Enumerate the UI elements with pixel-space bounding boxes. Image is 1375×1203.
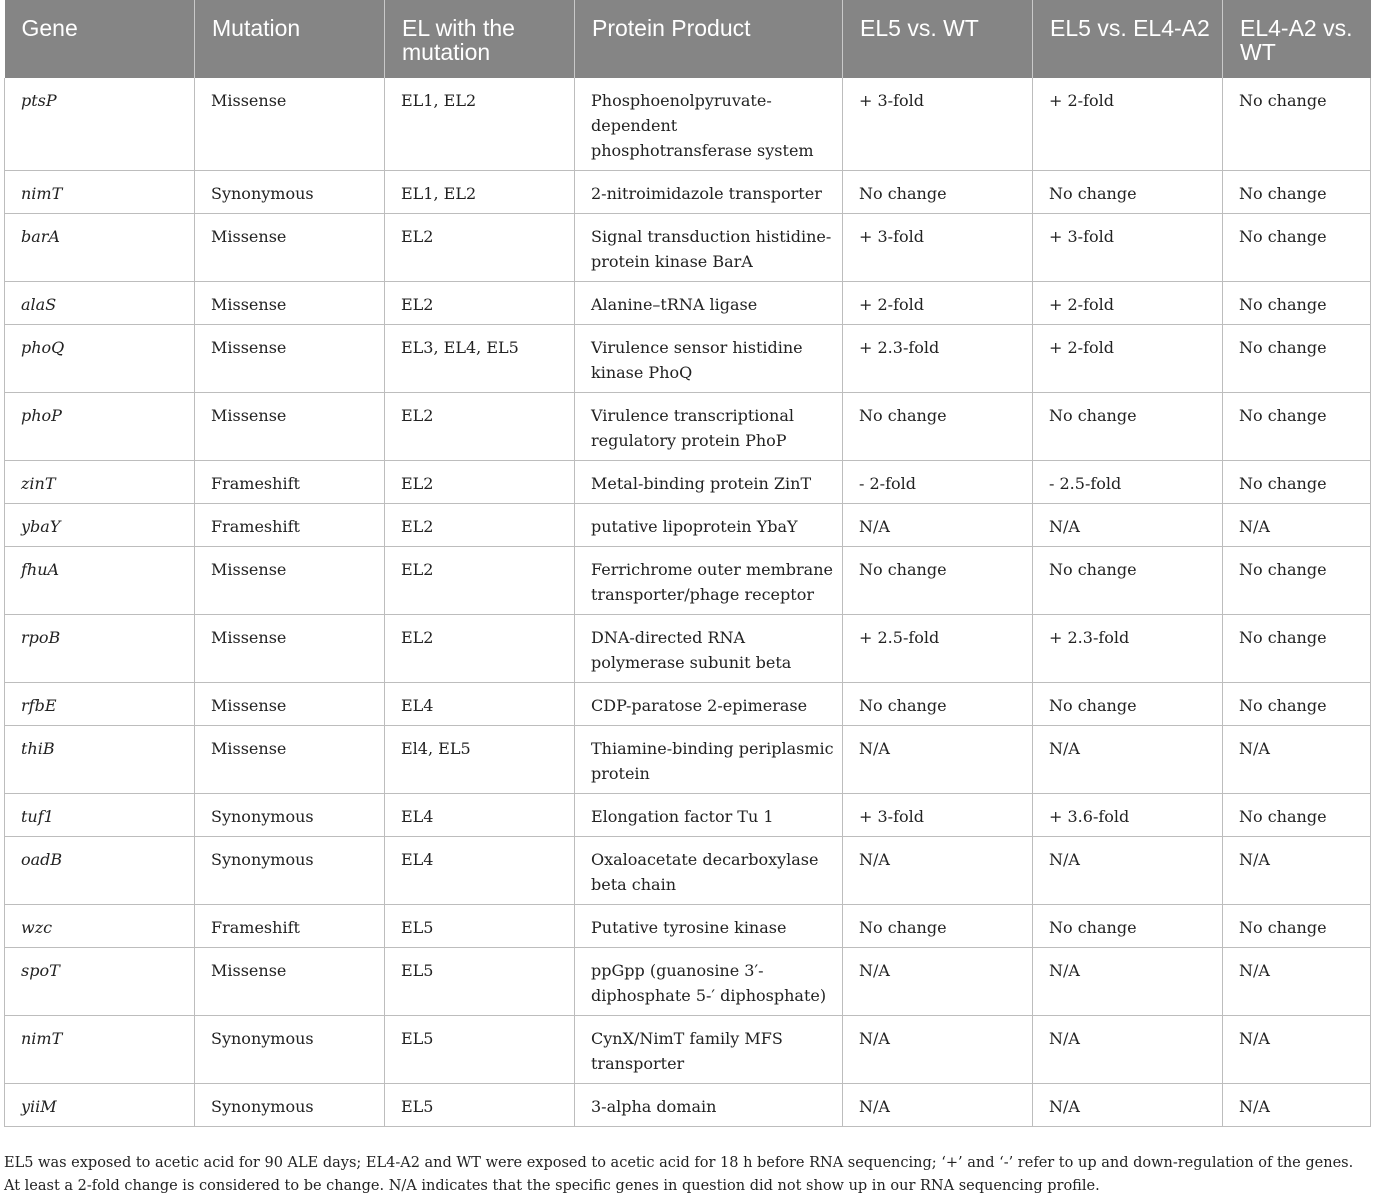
header-gene: Gene <box>5 0 195 78</box>
el-cell: EL1, EL2 <box>385 171 575 214</box>
table-row <box>5 615 1371 683</box>
protein-cell: Metal-binding protein ZinT <box>575 461 843 504</box>
mutation-cell: Missense <box>195 78 385 171</box>
table-row <box>5 214 1371 282</box>
gene-cell: alaS <box>5 282 195 325</box>
el5-vs-el4a2-cell: + 2-fold <box>1033 282 1223 325</box>
el4a2-vs-wt-cell: No change <box>1223 393 1371 461</box>
mutation-cell: Missense <box>195 282 385 325</box>
header-el4a2-vs-wt: EL4-A2 vs. WT <box>1223 0 1371 78</box>
el5-vs-el4a2-cell: No change <box>1033 171 1223 214</box>
el4a2-vs-wt-cell: N/A <box>1223 1016 1371 1084</box>
gene-cell: fhuA <box>5 547 195 615</box>
mutation-cell: Missense <box>195 547 385 615</box>
el5-vs-el4a2-cell: - 2.5-fold <box>1033 461 1223 504</box>
table-row <box>5 1084 1371 1127</box>
el5-vs-wt-cell: N/A <box>843 504 1033 547</box>
gene-cell: phoQ <box>5 325 195 393</box>
protein-cell: Thiamine-binding periplasmic protein <box>575 726 843 794</box>
mutation-cell: Synonymous <box>195 837 385 905</box>
mutation-cell: Frameshift <box>195 905 385 948</box>
el-cell: El4, EL5 <box>385 726 575 794</box>
el5-vs-wt-cell: N/A <box>843 837 1033 905</box>
el4a2-vs-wt-cell: No change <box>1223 905 1371 948</box>
el5-vs-wt-cell: No change <box>843 547 1033 615</box>
table-body <box>5 78 1371 1127</box>
el-cell: EL4 <box>385 837 575 905</box>
table-row <box>5 171 1371 214</box>
el-cell: EL2 <box>385 214 575 282</box>
gene-cell: nimT <box>5 171 195 214</box>
mutation-cell: Missense <box>195 683 385 726</box>
mutation-table <box>4 0 1371 1127</box>
gene-cell: tuf1 <box>5 794 195 837</box>
mutation-cell: Synonymous <box>195 171 385 214</box>
el5-vs-el4a2-cell: + 2-fold <box>1033 325 1223 393</box>
el4a2-vs-wt-cell: N/A <box>1223 948 1371 1016</box>
el5-vs-el4a2-cell: N/A <box>1033 1084 1223 1127</box>
el5-vs-el4a2-cell: + 2-fold <box>1033 78 1223 171</box>
gene-cell: phoP <box>5 393 195 461</box>
table-row <box>5 683 1371 726</box>
table-row <box>5 794 1371 837</box>
protein-cell: Putative tyrosine kinase <box>575 905 843 948</box>
el4a2-vs-wt-cell: No change <box>1223 282 1371 325</box>
protein-cell: Ferrichrome outer membrane transporter/phage receptor <box>575 547 843 615</box>
protein-cell: CynX/NimT family MFS transporter <box>575 1016 843 1084</box>
el5-vs-wt-cell: N/A <box>843 726 1033 794</box>
protein-cell: Signal transduction histidine-protein kinase BarA <box>575 214 843 282</box>
el5-vs-wt-cell: + 3-fold <box>843 794 1033 837</box>
el5-vs-wt-cell: N/A <box>843 1084 1033 1127</box>
el-cell: EL4 <box>385 683 575 726</box>
protein-cell: putative lipoprotein YbaY <box>575 504 843 547</box>
mutation-cell: Missense <box>195 325 385 393</box>
protein-cell: 2-nitroimidazole transporter <box>575 171 843 214</box>
mutation-cell: Missense <box>195 948 385 1016</box>
gene-cell: ybaY <box>5 504 195 547</box>
gene-cell: ptsP <box>5 78 195 171</box>
table-row <box>5 1016 1371 1084</box>
protein-cell: Elongation factor Tu 1 <box>575 794 843 837</box>
el5-vs-wt-cell: N/A <box>843 948 1033 1016</box>
el5-vs-wt-cell: No change <box>843 683 1033 726</box>
el-cell: EL5 <box>385 948 575 1016</box>
el5-vs-el4a2-cell: No change <box>1033 393 1223 461</box>
gene-cell: spoT <box>5 948 195 1016</box>
el5-vs-wt-cell: No change <box>843 905 1033 948</box>
table-row <box>5 948 1371 1016</box>
el4a2-vs-wt-cell: No change <box>1223 78 1371 171</box>
protein-cell: Virulence sensor histidine kinase PhoQ <box>575 325 843 393</box>
protein-cell: ppGpp (guanosine 3′-diphosphate 5-′ diphosphate) <box>575 948 843 1016</box>
table-container <box>4 0 1370 1127</box>
mutation-cell: Frameshift <box>195 461 385 504</box>
el-cell: EL1, EL2 <box>385 78 575 171</box>
el5-vs-el4a2-cell: No change <box>1033 905 1223 948</box>
el5-vs-wt-cell: No change <box>843 171 1033 214</box>
el-cell: EL5 <box>385 1084 575 1127</box>
el5-vs-el4a2-cell: N/A <box>1033 837 1223 905</box>
table-row <box>5 504 1371 547</box>
table-footnote: EL5 was exposed to acetic acid for 90 ALE days; EL4-A2 and WT were exposed to acetic acid for 18 h before RNA sequencing; ‘+’ and ‘-’ refer to up and down-regulation of the genes. At least a 2-fold change is considered to be change. N/A indicates that the specific genes in question did not show up in our RNA sequencing profile. <box>4 1155 1354 1194</box>
table-row <box>5 905 1371 948</box>
el4a2-vs-wt-cell: No change <box>1223 214 1371 282</box>
el4a2-vs-wt-cell: N/A <box>1223 1084 1371 1127</box>
el4a2-vs-wt-cell: N/A <box>1223 504 1371 547</box>
el5-vs-wt-cell: + 3-fold <box>843 78 1033 171</box>
el4a2-vs-wt-cell: No change <box>1223 325 1371 393</box>
el5-vs-wt-cell: + 2.5-fold <box>843 615 1033 683</box>
el5-vs-el4a2-cell: No change <box>1033 547 1223 615</box>
table-row <box>5 726 1371 794</box>
el5-vs-el4a2-cell: N/A <box>1033 948 1223 1016</box>
el4a2-vs-wt-cell: No change <box>1223 547 1371 615</box>
el5-vs-wt-cell: - 2-fold <box>843 461 1033 504</box>
el-cell: EL2 <box>385 282 575 325</box>
gene-cell: zinT <box>5 461 195 504</box>
el4a2-vs-wt-cell: No change <box>1223 794 1371 837</box>
el-cell: EL2 <box>385 547 575 615</box>
header-el5-vs-el4a2: EL5 vs. EL4-A2 <box>1033 0 1223 78</box>
el5-vs-el4a2-cell: + 3-fold <box>1033 214 1223 282</box>
header-row <box>5 0 1371 78</box>
mutation-cell: Missense <box>195 615 385 683</box>
el4a2-vs-wt-cell: No change <box>1223 683 1371 726</box>
protein-cell: Phosphoenolpyruvate-dependent phosphotransferase system <box>575 78 843 171</box>
gene-cell: barA <box>5 214 195 282</box>
el4a2-vs-wt-cell: N/A <box>1223 726 1371 794</box>
protein-cell: CDP-paratose 2-epimerase <box>575 683 843 726</box>
el5-vs-el4a2-cell: N/A <box>1033 1016 1223 1084</box>
table-row <box>5 461 1371 504</box>
gene-cell: yiiM <box>5 1084 195 1127</box>
el-cell: EL3, EL4, EL5 <box>385 325 575 393</box>
gene-cell: thiB <box>5 726 195 794</box>
el5-vs-wt-cell: No change <box>843 393 1033 461</box>
mutation-cell: Missense <box>195 726 385 794</box>
el4a2-vs-wt-cell: N/A <box>1223 837 1371 905</box>
el-cell: EL5 <box>385 905 575 948</box>
protein-cell: 3-alpha domain <box>575 1084 843 1127</box>
el-cell: EL2 <box>385 504 575 547</box>
mutation-cell: Synonymous <box>195 794 385 837</box>
table-row <box>5 325 1371 393</box>
el-cell: EL2 <box>385 393 575 461</box>
el-cell: EL2 <box>385 615 575 683</box>
el5-vs-wt-cell: + 2.3-fold <box>843 325 1033 393</box>
mutation-cell: Synonymous <box>195 1084 385 1127</box>
el-cell: EL4 <box>385 794 575 837</box>
header-protein-product: Protein Product <box>575 0 843 78</box>
mutation-cell: Missense <box>195 214 385 282</box>
mutation-cell: Missense <box>195 393 385 461</box>
header-el5-vs-wt: EL5 vs. WT <box>843 0 1033 78</box>
el5-vs-wt-cell: + 3-fold <box>843 214 1033 282</box>
el5-vs-wt-cell: + 2-fold <box>843 282 1033 325</box>
protein-cell: DNA-directed RNA polymerase subunit beta <box>575 615 843 683</box>
table-row <box>5 282 1371 325</box>
protein-cell: Virulence transcriptional regulatory protein PhoP <box>575 393 843 461</box>
protein-cell: Oxaloacetate decarboxylase beta chain <box>575 837 843 905</box>
gene-cell: rpoB <box>5 615 195 683</box>
el5-vs-el4a2-cell: N/A <box>1033 726 1223 794</box>
el5-vs-el4a2-cell: + 2.3-fold <box>1033 615 1223 683</box>
mutation-cell: Frameshift <box>195 504 385 547</box>
gene-cell: oadB <box>5 837 195 905</box>
gene-cell: rfbE <box>5 683 195 726</box>
header-mutation: Mutation <box>195 0 385 78</box>
el5-vs-el4a2-cell: No change <box>1033 683 1223 726</box>
header-el-with-mutation: EL with the mutation <box>385 0 575 78</box>
el4a2-vs-wt-cell: No change <box>1223 615 1371 683</box>
gene-cell: nimT <box>5 1016 195 1084</box>
mutation-cell: Synonymous <box>195 1016 385 1084</box>
gene-cell: wzc <box>5 905 195 948</box>
el5-vs-el4a2-cell: N/A <box>1033 504 1223 547</box>
table-row <box>5 837 1371 905</box>
el-cell: EL2 <box>385 461 575 504</box>
el5-vs-el4a2-cell: + 3.6-fold <box>1033 794 1223 837</box>
table-row <box>5 78 1371 171</box>
el4a2-vs-wt-cell: No change <box>1223 171 1371 214</box>
el4a2-vs-wt-cell: No change <box>1223 461 1371 504</box>
el-cell: EL5 <box>385 1016 575 1084</box>
el5-vs-wt-cell: N/A <box>843 1016 1033 1084</box>
table-row <box>5 547 1371 615</box>
table-row <box>5 393 1371 461</box>
protein-cell: Alanine–tRNA ligase <box>575 282 843 325</box>
